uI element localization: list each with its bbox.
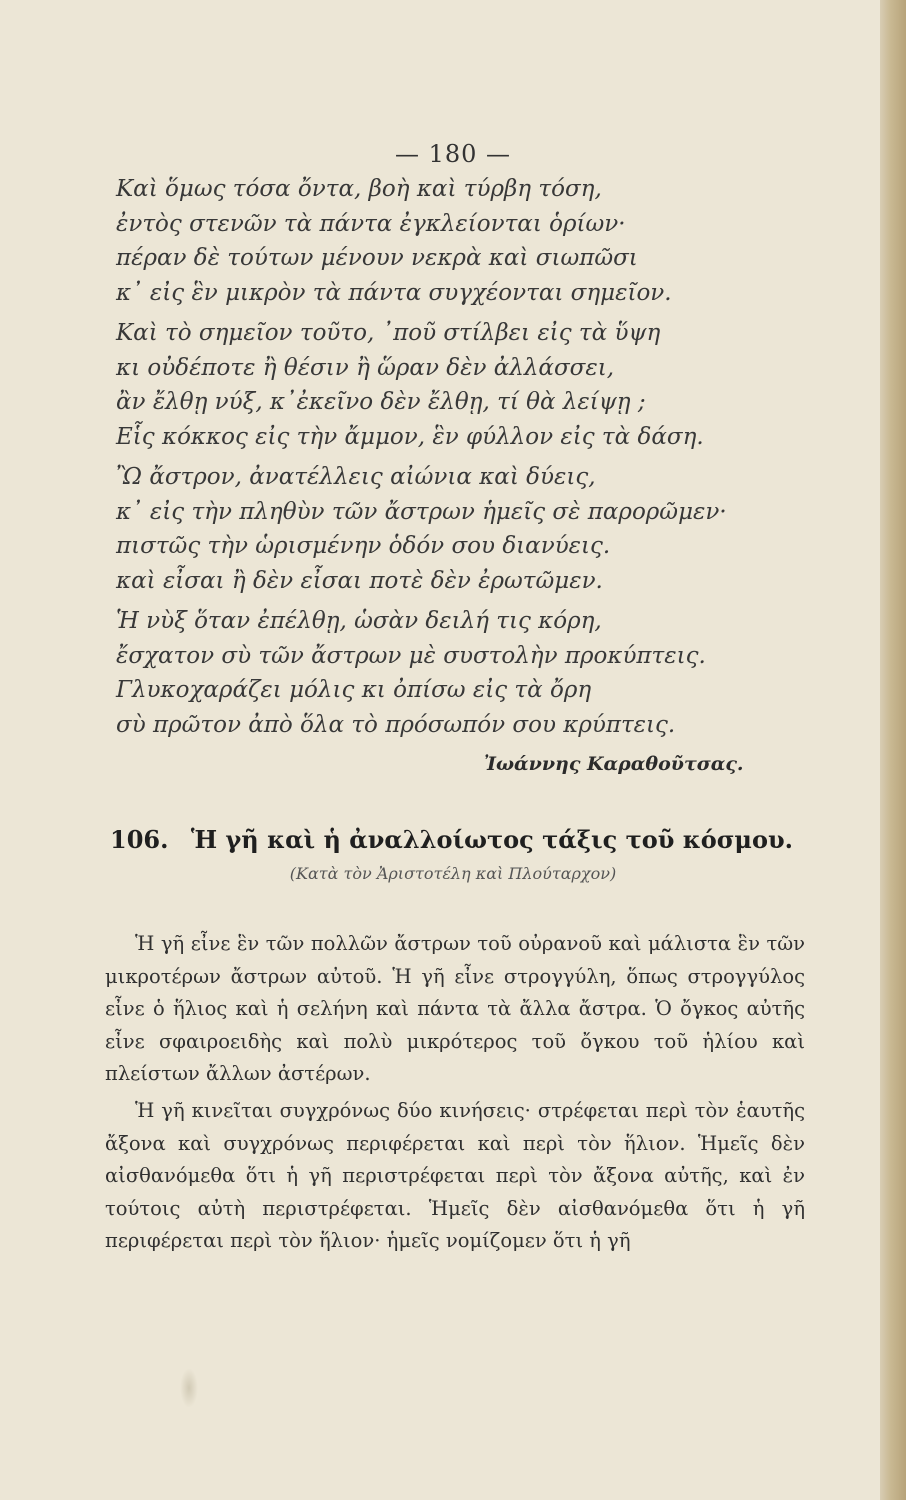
verse-line: καὶ εἶσαι ἢ δὲν εἶσαι ποτὲ δὲν ἐρωτῶμεν. [116, 567, 603, 594]
verse-line: Ἡ νὺξ ὅταν ἐπέλθῃ, ὡσὰν δειλή τις κόρη, [116, 608, 602, 634]
verse-line: Καὶ ὅμως τόσα ὄντα, βοὴ καὶ τύρβη τόση, [116, 176, 602, 202]
verse-line: ἂν ἔλθῃ νύξ, κ᾽ἐκεῖνο δὲν ἔλθῃ, τί θὰ λείψῃ ; [116, 389, 646, 415]
stanza [116, 316, 816, 454]
poem-author: Ἰωάννης Καραθοῦτσας. [484, 753, 744, 775]
section-number: 106. [110, 825, 169, 854]
stanza [116, 460, 816, 598]
paragraph: Ἡ γῆ εἶνε ἓν τῶν πολλῶν ἄστρων τοῦ οὐρανοῦ καὶ μάλιστα ἓν τῶν μικροτέρων ἄστρων αὐτοῦ. Ἡ γῆ εἶνε στρογγύλη, ὅπως στρογγύλος εἶνε ὁ ἥλιος καὶ ἡ σελήνη καὶ πάντα τὰ ἄλλα ἄστρα. Ὁ ὄγκος αὐτῆς εἶνε σφαιροειδὴς καὶ πολὺ μικρότερος τοῦ ὄγκου τοῦ ἡλίου καὶ πλείστων ἄλλων ἀστέρων. [105, 932, 805, 1086]
verse-line: ἐντὸς στενῶν τὰ πάντα ἐγκλείονται ὁρίων· [116, 210, 626, 237]
verse-line: κ᾽ εἰς τὴν πληθὺν τῶν ἄστρων ἡμεῖς σὲ παρορῶμεν· [116, 498, 727, 525]
verse-line: Ὢ ἄστρον, ἀνατέλλεις αἰώνια καὶ δύεις, [116, 464, 596, 490]
stanza [116, 172, 816, 310]
verse-line: Εἷς κόκκος εἰς τὴν ἄμμον, ἓν φύλλον εἰς τὰ δάση. [116, 423, 704, 450]
stanza [116, 604, 816, 742]
section-heading [110, 825, 830, 854]
page-number: — 180 — [394, 140, 512, 168]
verse-line: κι οὐδέποτε ἢ θέσιν ἢ ὥραν δὲν ἀλλάσσει, [116, 354, 615, 381]
verse-line: πέραν δὲ τούτων μένουν νεκρὰ καὶ σιωπῶσι [116, 245, 638, 271]
poem [116, 172, 816, 748]
verse-line: Γλυκοχαράζει μόλις κι ὀπίσω εἰς τὰ ὄρη [116, 677, 592, 703]
section-title: Ἡ γῆ καὶ ἡ ἀναλλοίωτος τάξις τοῦ κόσμου. [190, 825, 794, 854]
verse-line: ἔσχατον σὺ τῶν ἄστρων μὲ συστολὴν προκύπτεις. [116, 642, 706, 669]
section-subtitle: (Κατὰ τὸν Ἀριστοτέλη καὶ Πλούταρχον) [289, 864, 617, 883]
verse-line: Καὶ τὸ σημεῖον τοῦτο, ᾽ποῦ στίλβει εἰς τὰ ὕψη [116, 320, 661, 346]
verse-line: κ᾽ εἰς ἓν μικρὸν τὰ πάντα συγχέονται σημεῖον. [116, 279, 672, 306]
verse-line: σὺ πρῶτον ἀπὸ ὅλα τὸ πρόσωπόν σου κρύπτεις. [116, 711, 676, 738]
page-edge [880, 0, 906, 1500]
section-body [105, 928, 805, 1258]
paragraph: Ἡ γῆ κινεῖται συγχρόνως δύο κινήσεις· στρέφεται περὶ τὸν ἑαυτῆς ἄξονα καὶ συγχρόνως περιφέρεται καὶ περὶ τὸν ἥλιον. Ἡμεῖς δὲν αἰσθανόμεθα ὅτι ἡ γῆ περιστρέφεται περὶ τὸν ἄξονα αὐτῆς, καὶ ἐν τούτοις αὐτὴ περιστρέφεται. Ἡμεῖς δὲν αἰσθανόμεθα ὅτι ἡ γῆ περιφέρεται περὶ τὸν ἥλιον· ἡμεῖς νομίζομεν ὅτι ἡ γῆ [105, 1098, 805, 1253]
paper-stain [180, 1368, 198, 1408]
verse-line: πιστῶς τὴν ὡρισμένην ὁδόν σου διανύεις. [116, 533, 611, 559]
